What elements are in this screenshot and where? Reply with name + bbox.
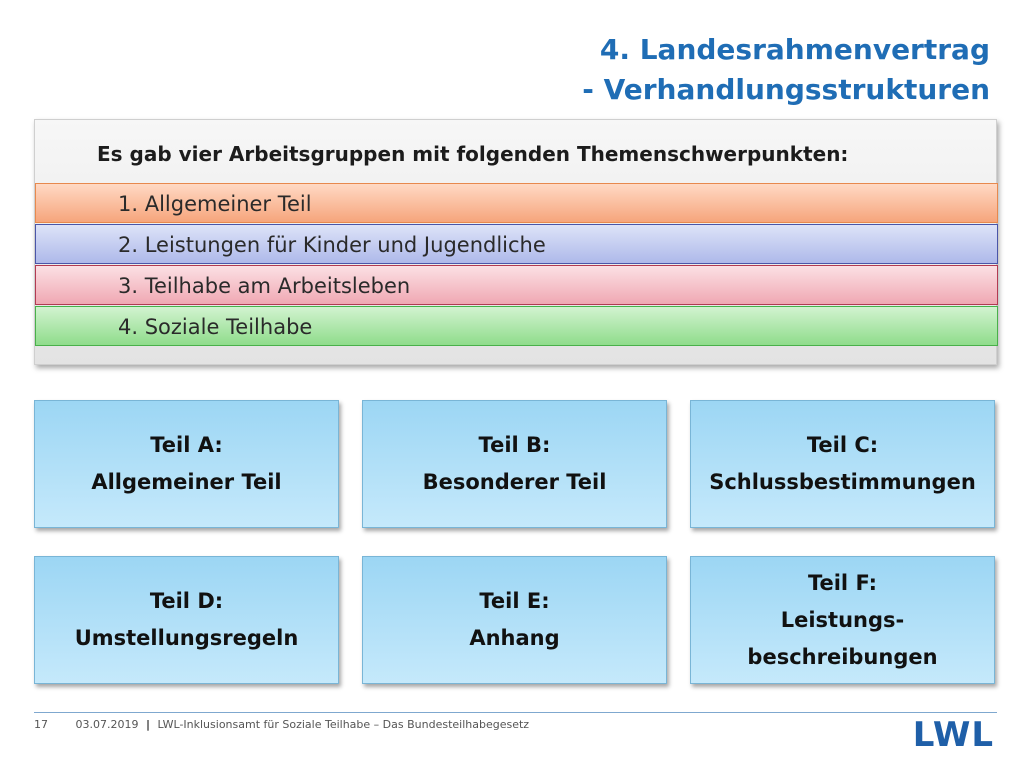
slide-title-line2: - Verhandlungsstrukturen xyxy=(582,73,990,106)
footer-separator: | xyxy=(145,718,151,731)
part-f-title-line2: beschreibungen xyxy=(747,644,938,669)
part-d-title: Umstellungsregeln xyxy=(74,626,299,650)
part-a-title: Allgemeiner Teil xyxy=(91,470,282,494)
part-e-title: Anhang xyxy=(469,626,560,650)
working-groups-panel xyxy=(34,119,997,365)
slide-title xyxy=(290,30,990,110)
part-b-title: Besonderer Teil xyxy=(422,470,607,494)
lwl-logo: LWL xyxy=(912,715,994,755)
part-box-a xyxy=(34,400,339,528)
part-d-label: Teil D: xyxy=(149,589,224,613)
part-box-b xyxy=(362,400,667,528)
part-e-label: Teil E: xyxy=(479,589,550,613)
footer-caption: LWL-Inklusionsamt für Soziale Teilhabe – Das Bundesteilhabegesetz xyxy=(157,718,530,731)
part-c-label: Teil C: xyxy=(806,433,879,457)
part-b-label: Teil B: xyxy=(478,433,551,457)
part-box-e xyxy=(362,556,667,684)
part-box-c xyxy=(690,400,995,528)
footer-divider xyxy=(34,712,997,713)
topic-item-4: 4. Soziale Teilhabe xyxy=(35,306,998,346)
part-a-label: Teil A: xyxy=(150,433,223,457)
panel-heading: Es gab vier Arbeitsgruppen mit folgenden Themenschwerpunkten: xyxy=(97,142,849,166)
slide-title-line1: 4. Landesrahmenvertrag xyxy=(599,33,990,66)
footer xyxy=(34,718,529,731)
footer-date: 03.07.2019 xyxy=(75,718,139,731)
topic-item-3: 3. Teilhabe am Arbeitsleben xyxy=(35,265,998,305)
page-number: 17 xyxy=(34,718,48,731)
part-f-label: Teil F: xyxy=(807,570,878,595)
topic-item-2: 2. Leistungen für Kinder und Jugendliche xyxy=(35,224,998,264)
topic-item-1: 1. Allgemeiner Teil xyxy=(35,183,998,223)
part-box-d xyxy=(34,556,339,684)
part-box-f xyxy=(690,556,995,684)
part-f-title-line1: Leistungs- xyxy=(780,607,905,632)
part-c-title: Schlussbestimmungen xyxy=(709,470,976,494)
